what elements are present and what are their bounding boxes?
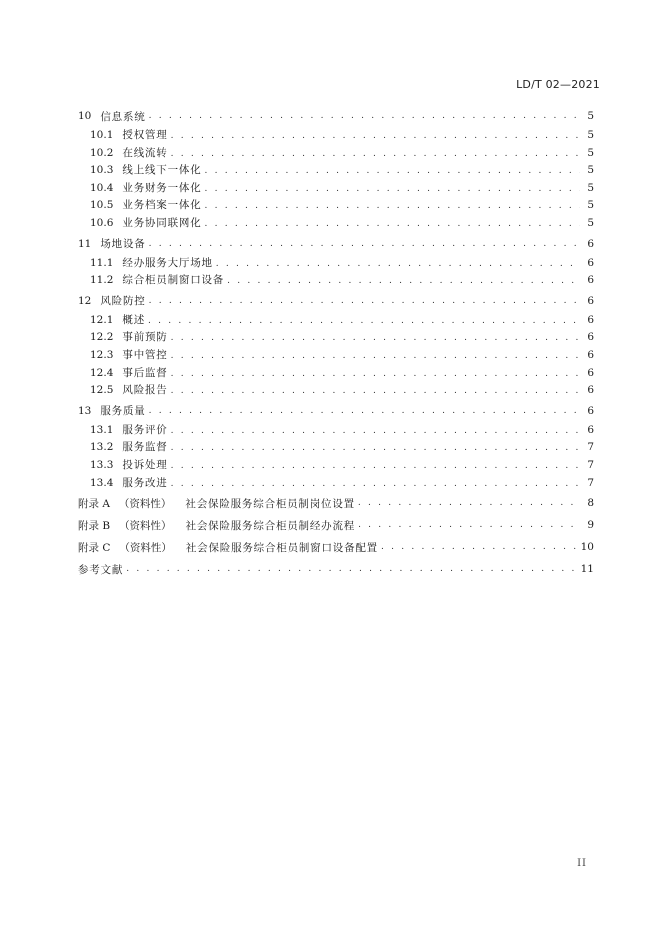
toc-entry-tag: （资料性）	[118, 497, 172, 510]
toc-dot-leader	[171, 369, 580, 379]
toc-dot-leader	[171, 479, 580, 489]
toc-entry-title: 业务财务一体化	[122, 181, 202, 194]
toc-entry-number: 13.1	[90, 423, 114, 436]
toc-dot-leader	[381, 542, 577, 552]
toc-entry-page: 9	[587, 519, 594, 532]
toc-dot-leader	[126, 564, 576, 574]
toc-dot-leader	[171, 461, 580, 471]
toc-entry-title: 社会保险服务综合柜员制窗口设备配置	[185, 541, 378, 554]
toc-entry-title: 服务质量	[100, 405, 146, 418]
toc-entry[interactable]	[78, 312, 594, 330]
toc-entry-title: 投诉处理	[122, 458, 168, 471]
toc-entry[interactable]	[78, 475, 594, 493]
toc-dot-leader	[171, 443, 580, 453]
toc-entry-page: 5	[587, 199, 594, 212]
toc-entry-number: 13.4	[90, 476, 114, 489]
toc-entry-page: 5	[587, 129, 594, 141]
toc-entry[interactable]	[78, 162, 594, 180]
toc-entry-page: 6	[587, 366, 594, 379]
toc-entry-title: 社会保险服务综合柜员制经办流程	[185, 519, 356, 532]
toc-entry-page: 6	[587, 331, 594, 344]
toc-entry-title: 参考文献	[78, 563, 124, 576]
toc-entry-page: 10	[580, 541, 594, 554]
toc-entry-page: 5	[587, 181, 594, 194]
toc-entry-tag: （资料性）	[119, 541, 172, 554]
toc-dot-leader	[205, 219, 581, 229]
toc-entry[interactable]	[78, 422, 594, 440]
toc-entry[interactable]	[78, 197, 594, 215]
standard-code: LD/T 02—2021	[516, 78, 600, 91]
toc-entry-number: 10.5	[90, 199, 114, 212]
toc-entry-page: 6	[587, 384, 594, 397]
toc-entry-title: 服务改进	[122, 476, 168, 489]
toc-entry-page: 5	[587, 216, 594, 229]
toc-entry-number: 附录 B	[78, 519, 111, 532]
toc-dot-leader	[149, 296, 580, 306]
toc-entry-page: 5	[587, 146, 594, 159]
toc-entry-title: 概述	[122, 313, 145, 326]
toc-entry-tag: （资料性）	[119, 519, 172, 532]
toc-entry-number: 12.3	[90, 348, 114, 361]
toc-dot-leader	[171, 386, 580, 396]
toc-entry-title: 经办服务大厅场地	[122, 256, 213, 269]
toc-entry[interactable]	[78, 457, 594, 475]
toc-entry-title: 授权管理	[122, 129, 168, 141]
toc-entry-number: 10.4	[90, 181, 114, 194]
toc-entry-page: 7	[587, 476, 594, 489]
toc-entry-page: 6	[587, 313, 594, 326]
toc-entry-page: 6	[587, 256, 594, 269]
toc-dot-leader	[149, 406, 580, 416]
toc-entry-number: 13.2	[90, 441, 114, 454]
toc-entry-page: 6	[587, 423, 594, 436]
toc-entry-title: 服务评价	[122, 423, 168, 436]
toc-entry-number: 10.2	[90, 146, 114, 159]
toc-entry-number: 12.2	[90, 331, 114, 344]
toc-entry[interactable]	[78, 105, 594, 127]
toc-dot-leader	[205, 201, 581, 211]
toc-entry-title: 线上线下一体化	[122, 164, 202, 177]
toc-entry[interactable]	[78, 347, 594, 365]
toc-entry-page: 6	[587, 348, 594, 361]
toc-entry[interactable]	[78, 127, 594, 145]
toc-entry-title: 场地设备	[100, 238, 146, 251]
toc-entry-number: 11	[78, 237, 92, 250]
toc-entry[interactable]	[78, 365, 594, 383]
toc-dot-leader	[149, 239, 580, 249]
toc-dot-leader	[227, 276, 580, 286]
toc-entry[interactable]	[78, 272, 594, 290]
toc-entry-page: 7	[587, 441, 594, 454]
page-number: II	[577, 858, 587, 869]
toc-dot-leader	[149, 111, 580, 121]
toc-entry-title: 风险防控	[100, 295, 146, 308]
toc-entry-page: 5	[587, 110, 594, 122]
toc-dot-leader	[148, 316, 580, 326]
toc-entry-page: 6	[587, 294, 594, 307]
toc-entry-page: 6	[587, 274, 594, 287]
toc-entry[interactable]	[78, 492, 594, 514]
toc-entry-title: 业务档案一体化	[122, 199, 202, 212]
toc-dot-leader	[358, 520, 580, 530]
toc-entry-title: 综合柜员制窗口设备	[122, 274, 225, 287]
toc-entry-number: 10.6	[90, 216, 114, 229]
toc-entry[interactable]	[78, 536, 594, 558]
toc-entry-number: 10.1	[90, 129, 114, 141]
toc-dot-leader	[171, 149, 580, 159]
toc-dot-leader	[171, 351, 580, 361]
toc-entry-number: 11.1	[90, 256, 114, 269]
toc-entry-title: 服务监督	[122, 441, 168, 454]
toc-entry-number: 10.3	[90, 164, 114, 177]
toc-entry-number: 11.2	[90, 274, 114, 287]
toc-entry-title: 风险报告	[122, 384, 168, 397]
toc-entry-page: 11	[580, 563, 594, 576]
toc-entry[interactable]	[78, 215, 594, 233]
toc-entry[interactable]	[78, 382, 594, 400]
toc-entry-number: 附录 C	[78, 541, 111, 554]
toc-entry-number: 10	[78, 110, 92, 122]
table-of-contents	[78, 105, 594, 580]
toc-entry-title: 业务协同联网化	[122, 216, 202, 229]
toc-entry-title: 事中管控	[122, 348, 168, 361]
toc-dot-leader	[171, 333, 580, 343]
toc-dot-leader	[171, 426, 580, 436]
toc-entry[interactable]	[78, 180, 594, 198]
toc-entry-title: 社会保险服务综合柜员制岗位设置	[185, 497, 355, 510]
toc-entry-title: 事后监督	[122, 366, 168, 379]
toc-entry-number: 12.4	[90, 366, 114, 379]
toc-dot-leader	[216, 259, 580, 269]
toc-entry-page: 6	[587, 404, 594, 417]
toc-dot-leader	[358, 498, 580, 508]
toc-entry[interactable]	[78, 439, 594, 457]
toc-entry-title: 事前预防	[122, 331, 168, 344]
toc-entry-page: 8	[587, 497, 594, 510]
toc-entry-number: 13.3	[90, 458, 114, 471]
toc-entry-page: 5	[587, 164, 594, 177]
toc-entry[interactable]	[78, 233, 594, 255]
toc-entry-number: 13	[78, 404, 92, 417]
toc-dot-leader	[205, 166, 581, 176]
toc-entry[interactable]	[78, 558, 594, 580]
toc-entry-title: 在线流转	[122, 146, 168, 159]
toc-entry[interactable]	[78, 145, 594, 163]
toc-entry-title: 信息系统	[100, 110, 146, 123]
toc-entry-number: 附录 A	[78, 497, 110, 510]
toc-entry[interactable]	[78, 290, 594, 312]
toc-entry[interactable]	[78, 400, 594, 422]
toc-dot-leader	[171, 131, 580, 141]
toc-entry-number: 12.5	[90, 384, 114, 397]
toc-entry-number: 12.1	[90, 313, 114, 326]
toc-entry-page: 6	[587, 237, 594, 250]
toc-dot-leader	[205, 184, 581, 194]
toc-entry[interactable]	[78, 329, 594, 347]
toc-entry-page: 7	[587, 458, 594, 471]
toc-entry-number: 12	[78, 294, 92, 307]
toc-entry[interactable]	[78, 514, 594, 536]
toc-entry[interactable]	[78, 255, 594, 273]
